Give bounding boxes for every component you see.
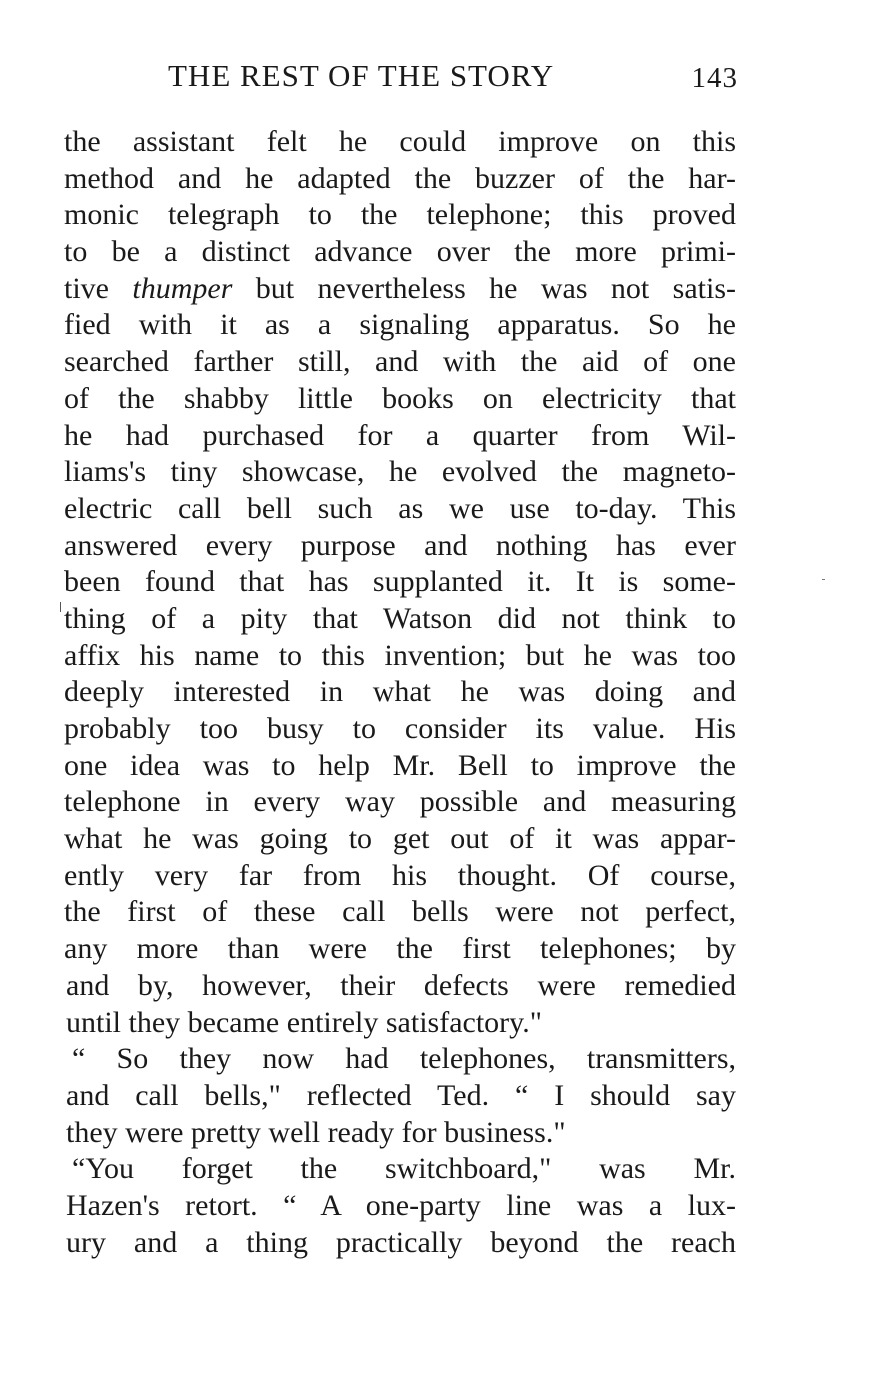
running-title: THE REST OF THE STORY — [168, 58, 555, 93]
text-run: but nevertheless he was not satis- — [232, 271, 736, 305]
text-line: of the shabby little books on electricity that — [64, 381, 736, 415]
text-line: affix his name to this invention; but he was too — [64, 638, 736, 672]
text-line: been found that has supplanted it. It is some- — [64, 565, 736, 599]
text-line: one idea was to help Mr. Bell to improve the — [64, 748, 736, 782]
text-line: to be a distinct advance over the more primi- — [64, 235, 736, 269]
margin-mark — [60, 602, 61, 612]
text-line: and by, however, their defects were remedied — [66, 968, 736, 1002]
text-line: the assistant felt he could improve on this — [64, 125, 736, 158]
running-head — [168, 58, 738, 98]
text-line: method and he adapted the buzzer of the har- — [64, 161, 736, 195]
text-line: telephone in every way possible and measuring — [64, 785, 736, 819]
text-line: ury and a thing practically beyond the reach — [66, 1225, 736, 1259]
text-line: ently very far from his thought. Of course, — [64, 858, 736, 892]
text-run: tive — [64, 271, 133, 305]
text-line: “ So they now had telephones, transmitters, — [72, 1042, 736, 1076]
italic-word: thumper — [132, 271, 233, 305]
text-line: electric call bell such as we use to-day. This — [64, 491, 736, 525]
text-line: searched farther still, and with the aid of one — [64, 345, 736, 379]
text-line: any more than were the first telephones; by — [64, 932, 736, 966]
text-line: until they became entirely satisfactory." — [66, 1005, 542, 1039]
text-line: he had purchased for a quarter from Wil- — [64, 418, 736, 452]
text-line: what he was going to get out of it was appar- — [64, 822, 736, 856]
text-line: monic telegraph to the telephone; this proved — [64, 198, 736, 232]
text-line — [64, 271, 736, 308]
text-line: fied with it as a signaling apparatus. So he — [64, 308, 736, 342]
text-line: liams's tiny showcase, he evolved the magneto- — [64, 455, 736, 489]
text-line: probably too busy to consider its value. His — [64, 712, 736, 745]
text-line: thing of a pity that Watson did not think to — [64, 601, 736, 635]
text-line: Hazen's retort. “ A one-party line was a lux- — [66, 1188, 736, 1222]
text-line: answered every purpose and nothing has ever — [64, 528, 736, 562]
text-line: deeply interested in what he was doing and — [64, 675, 736, 709]
page-number: 143 — [691, 62, 738, 94]
text-line: and call bells," reflected Ted. “ I should say — [66, 1078, 736, 1112]
margin-speck — [822, 579, 825, 580]
text-line: they were pretty well ready for business." — [66, 1115, 566, 1149]
text-line: “You forget the switchboard," was Mr. — [72, 1152, 736, 1186]
text-line: the first of these call bells were not perfect, — [64, 895, 736, 929]
body-text — [64, 124, 736, 1261]
